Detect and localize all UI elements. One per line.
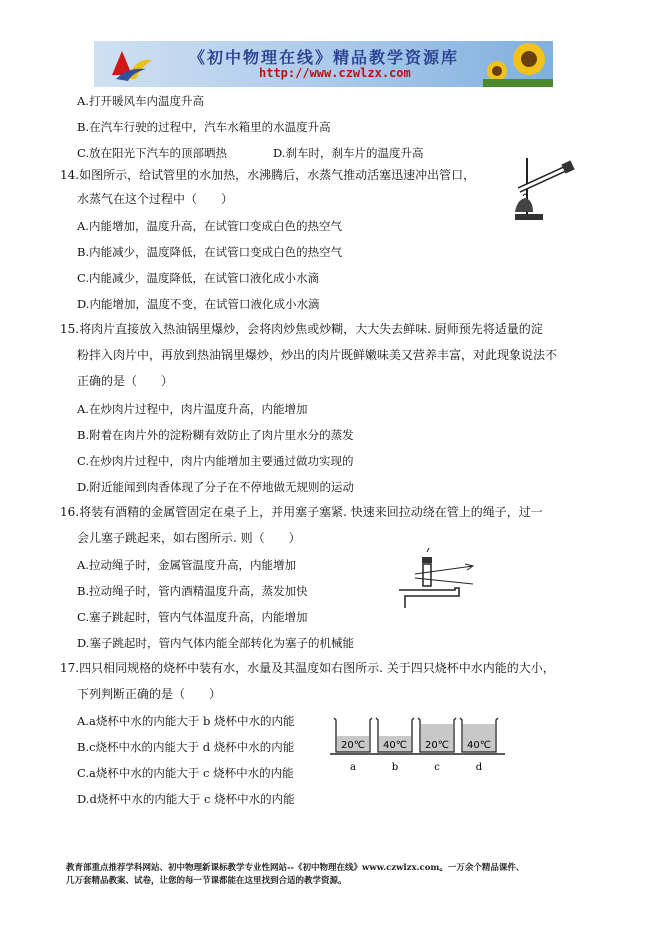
q16-stem-line2: 会儿塞子跳起来，如右图所示. 则（ ） (77, 531, 301, 545)
q16-option-c: C.塞子跳起时，管内气体温度升高，内能增加 (77, 610, 308, 624)
beaker-d (460, 718, 498, 773)
q16-option-b: B.拉动绳子时，管内酒精温度升高，蒸发加快 (77, 584, 308, 598)
beaker-a (334, 718, 372, 773)
q14-option-b: B.内能减少，温度降低，在试管口变成白色的热空气 (77, 245, 343, 259)
beaker-b (376, 718, 414, 773)
beakers-figure (330, 712, 505, 774)
q14-option-c: C.内能减少，温度降低，在试管口液化成小水滴 (77, 271, 320, 285)
q17-option-c: C.a烧杯中水的内能大于 c 烧杯中水的内能 (77, 766, 294, 780)
banner-url: http://www.czwlzx.com (259, 66, 411, 80)
q15-option-c: C.在炒肉片过程中，肉片内能增加主要通过做功实现的 (77, 454, 354, 468)
beaker-temp: 20℃ (341, 740, 365, 751)
beaker-label: b (391, 762, 399, 773)
q16-stem-line1: 16.将装有酒精的金属管固定在桌子上，并用塞子塞紧. 快速来回拉动绕在管上的绳子，过一 (60, 505, 543, 519)
q15-stem-line3: 正确的是（ ） (77, 374, 174, 388)
q13-option-a: A.打开暖风车内温度升高 (77, 94, 204, 108)
q17-option-a: A.a烧杯中水的内能大于 b 烧杯中水的内能 (77, 714, 295, 728)
q17-option-d: D.d烧杯中水的内能大于 c 烧杯中水的内能 (77, 792, 295, 806)
q17-stem-line1: 17.四只相同规格的烧杯中装有水，水量及其温度如右图所示. 关于四只烧杯中水内能的大小， (60, 661, 555, 675)
footer (66, 862, 524, 888)
beaker-label: d (475, 762, 483, 773)
q17-option-b: B.c烧杯中水的内能大于 d 烧杯中水的内能 (77, 740, 295, 754)
logo-icon (102, 45, 162, 85)
q14-option-a: A.内能增加，温度升高，在试管口变成白色的热空气 (77, 219, 342, 233)
q17-stem-line2: 下列判断正确的是（ ） (77, 687, 222, 701)
header-banner (94, 41, 553, 87)
q15-option-b: B.附着在肉片外的淀粉糊有效防止了肉片里水分的蒸发 (77, 428, 354, 442)
q14-option-d: D.内能增加，温度不变，在试管口液化成小水滴 (77, 297, 320, 311)
footer-line1: 教育部重点推荐学科网站、初中物理新课标教学专业性网站--《初中物理在线》www.czwlzx.com。一万余个精品课件、 (66, 863, 525, 873)
q13-option-b: B.在汽车行驶的过程中，汽车水箱里的水温度升高 (77, 120, 331, 134)
sunflower-icon (483, 41, 553, 87)
beaker-label: a (350, 762, 356, 773)
banner-title: 《初中物理在线》精品教学资源库 (189, 48, 460, 67)
beaker-temp: 20℃ (425, 740, 449, 751)
q13-option-d: D.刹车时，刹车片的温度升高 (273, 146, 424, 160)
q15-option-a: A.在炒肉片过程中，肉片温度升高，内能增加 (77, 402, 308, 416)
q14-stem-line1: 14.如图所示，给试管里的水加热，水沸腾后，水蒸气推动活塞迅速冲出管口， (60, 168, 476, 182)
beaker-label: c (434, 762, 440, 773)
footer-line2: 几万套精品教案、试卷，让您的每一节课都能在这里找到合适的教学资源。 (66, 876, 347, 886)
beaker-c (418, 718, 456, 773)
q16-option-d: D.塞子跳起时，管内气体内能全部转化为塞子的机械能 (77, 636, 354, 650)
beaker-temp: 40℃ (467, 740, 491, 751)
q15-stem-line2: 粉拌入肉片中，再放到热油锅里爆炒，炒出的肉片既鲜嫩味美又营养丰富，对此现象说法不 (77, 348, 558, 362)
metal-tube-figure (395, 548, 485, 610)
test-tube-figure (505, 150, 585, 225)
q14-stem-line2: 水蒸气在这个过程中（ ） (77, 192, 234, 206)
q15-option-d: D.附近能闻到肉香体现了分子在不停地做无规则的运动 (77, 480, 354, 494)
q16-option-a: A.拉动绳子时，金属管温度升高，内能增加 (77, 558, 296, 572)
q13-option-c: C.放在阳光下汽车的顶部晒热 (77, 146, 228, 160)
q15-stem-line1: 15.将肉片直接放入热油锅里爆炒，会将肉炒焦或炒糊，大大失去鲜味. 厨师预先将适量的淀 (60, 322, 543, 336)
beaker-temp: 40℃ (383, 740, 407, 751)
